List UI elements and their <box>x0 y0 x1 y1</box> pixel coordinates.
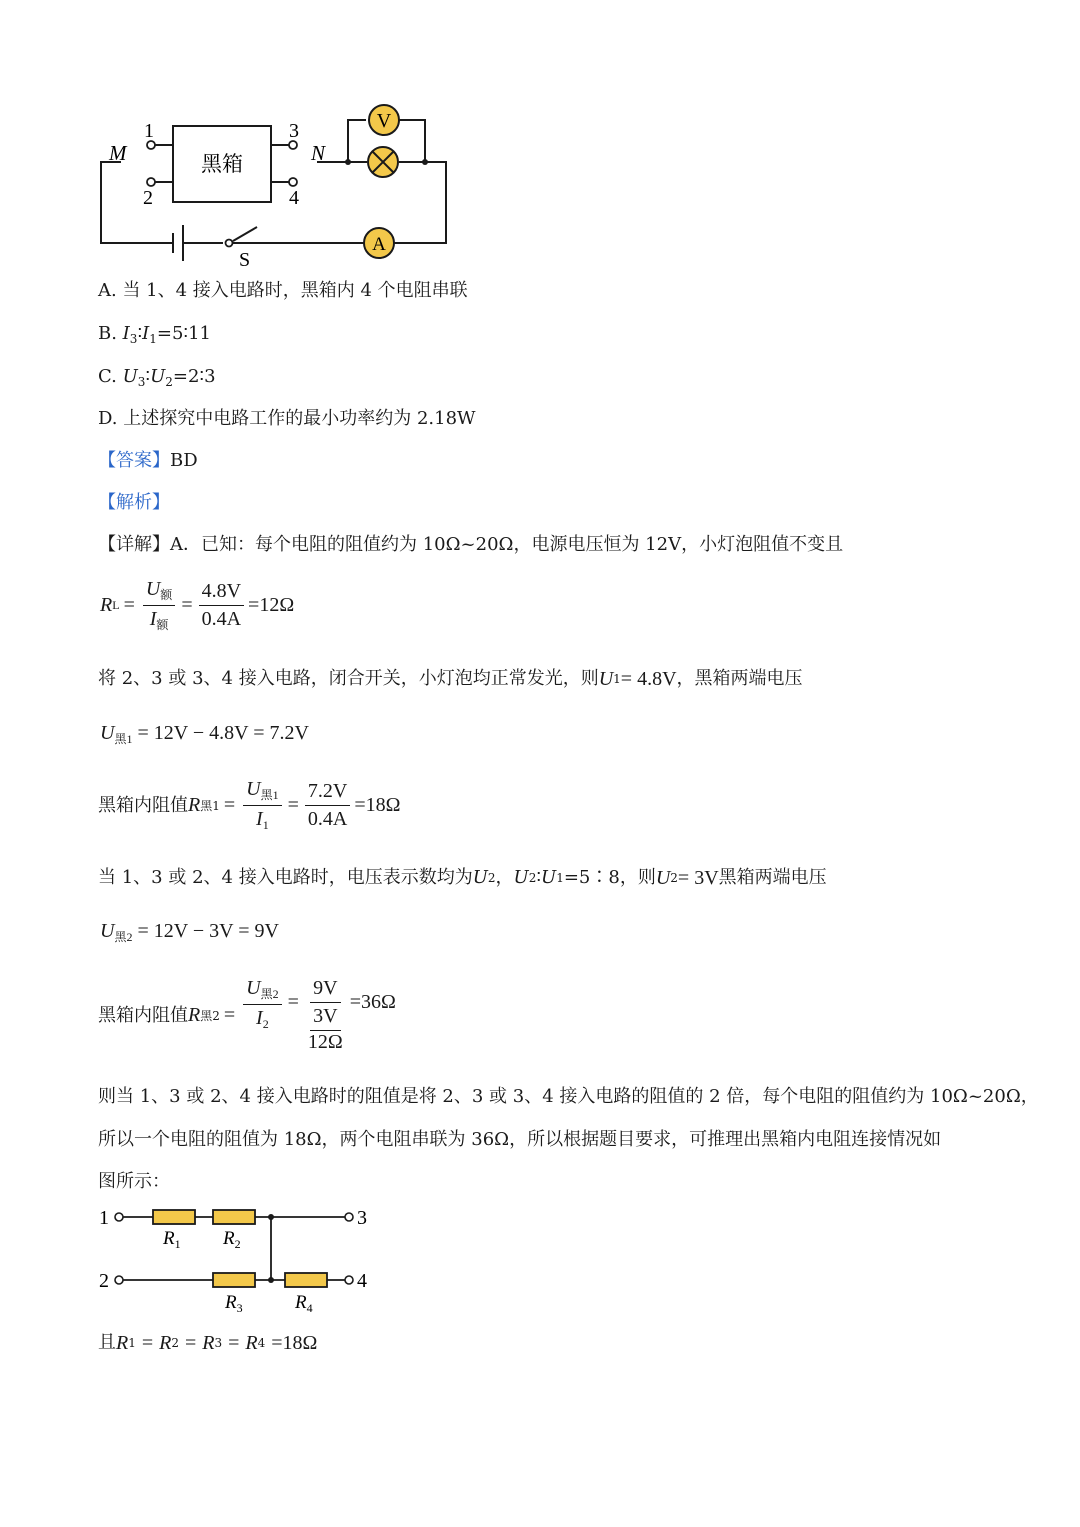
answer-line <box>98 449 198 473</box>
analysis-line <box>98 491 170 515</box>
equation-rl: R L = $\frac{U_额}{I_额}$ = $\frac{4.8V}{0.4A}$ =12Ω <box>100 578 295 632</box>
paragraph-2: 将 2、3 或 3、4 接入电路，闭合开关，小灯泡均正常发光，则 U 1 = 4.8V ，黑箱两端电压 <box>98 668 803 690</box>
option-d: D. 上述探究中电路工作的最小功率约为 2.18W <box>98 408 476 429</box>
terminal-1 <box>147 141 155 149</box>
terminal-1 <box>115 1213 123 1221</box>
paragraph-4-line-1: 则当 1、3 或 2、4 接入电路时的阻值是将 2、3 或 3、4 接入电路的阻值的 2 倍，每个电阻的阻值约为 10Ω~20Ω， <box>98 1086 1039 1107</box>
label-t3: 3 <box>289 120 299 142</box>
label-t2: 2 <box>99 1270 109 1292</box>
paragraph-4-line-2: 所以一个电阻的阻值为 18Ω，两个电阻串联为 36Ω，所以根据题目要求，可推理出黑箱内电阻连接情况如 <box>98 1129 942 1150</box>
label-N: N <box>311 141 326 165</box>
equation-r-black2: 黑箱内阻值 R 黑2 = $\frac{U_{黑2}}{I_2}$ = 9V 3V 12Ω =36Ω <box>98 977 396 1053</box>
label-t1: 1 <box>144 120 154 142</box>
paragraph-3: 当 1、3 或 2、4 接入电路时，电压表示数均为 U 2 ， U 2 ∶ U 1 =5∶8，则 U 2 = 3V 黑箱两端电压 <box>98 867 827 889</box>
label-r2: $R_2$ <box>223 1228 241 1251</box>
resistor-r2 <box>213 1210 255 1224</box>
equation-r-black1: 黑箱内阻值 R 黑1 = $\frac{U_{黑1}}{I_1}$ = $\frac{7.2V}{0.4A}$ =18Ω <box>98 778 401 832</box>
label-t2: 2 <box>143 187 153 209</box>
analysis-label: 【解析】 <box>98 492 170 513</box>
voltmeter-label: V <box>376 110 392 132</box>
equation-u-black2: $U_{黑2} = 12V - 3V = 9V$ <box>100 920 279 944</box>
terminal-4 <box>289 178 297 186</box>
equation-u-black1: $U_{黑1} = 12V - 4.8V = 7.2V$ <box>100 722 309 746</box>
option-a: A. 当 1、4 接入电路时，黑箱内 4 个电阻串联 <box>98 280 468 301</box>
label-M: M <box>109 141 127 165</box>
box-label: 黑箱 <box>201 152 243 176</box>
terminal-2 <box>147 178 155 186</box>
terminal-4 <box>345 1276 353 1284</box>
terminal-3 <box>345 1213 353 1221</box>
answer-label: 【答案】 <box>98 450 170 471</box>
detail-line: 【详解】A．已知：每个电阻的阻值约为 10Ω~20Ω，电源电压恒为 12V，小灯泡阻值不变且 <box>98 534 844 555</box>
label-t3: 3 <box>357 1207 367 1229</box>
equation-all-equal: 且 R 1 = R 2 = R 3 = R 4 =18Ω <box>98 1331 318 1354</box>
terminal-2 <box>115 1276 123 1284</box>
detail-label: 【详解】 <box>98 534 170 555</box>
circuit-diagram-resistors <box>95 1200 385 1320</box>
label-t4: 4 <box>289 187 299 209</box>
terminal-3 <box>289 141 297 149</box>
label-S: S <box>239 249 251 270</box>
option-b: B. $I_3∶I_1=5∶11$ <box>98 323 212 346</box>
switch-pivot <box>226 240 233 247</box>
ammeter-label: A <box>372 234 386 255</box>
option-c: C. $U_3∶U_2=2∶3$ <box>98 366 216 389</box>
label-r1: $R_1$ <box>163 1228 181 1251</box>
paragraph-4-line-3: 图所示： <box>98 1171 170 1192</box>
label-r4: $R_4$ <box>295 1292 313 1315</box>
label-t1: 1 <box>99 1207 109 1229</box>
circuit-diagram-top <box>95 100 465 270</box>
lamp-icon <box>368 147 398 177</box>
resistor-r4 <box>285 1273 327 1287</box>
resistor-r3 <box>213 1273 255 1287</box>
answer-value: BD <box>170 450 198 471</box>
label-r3: $R_3$ <box>225 1292 243 1315</box>
resistor-r1 <box>153 1210 195 1224</box>
label-t4: 4 <box>357 1270 367 1292</box>
